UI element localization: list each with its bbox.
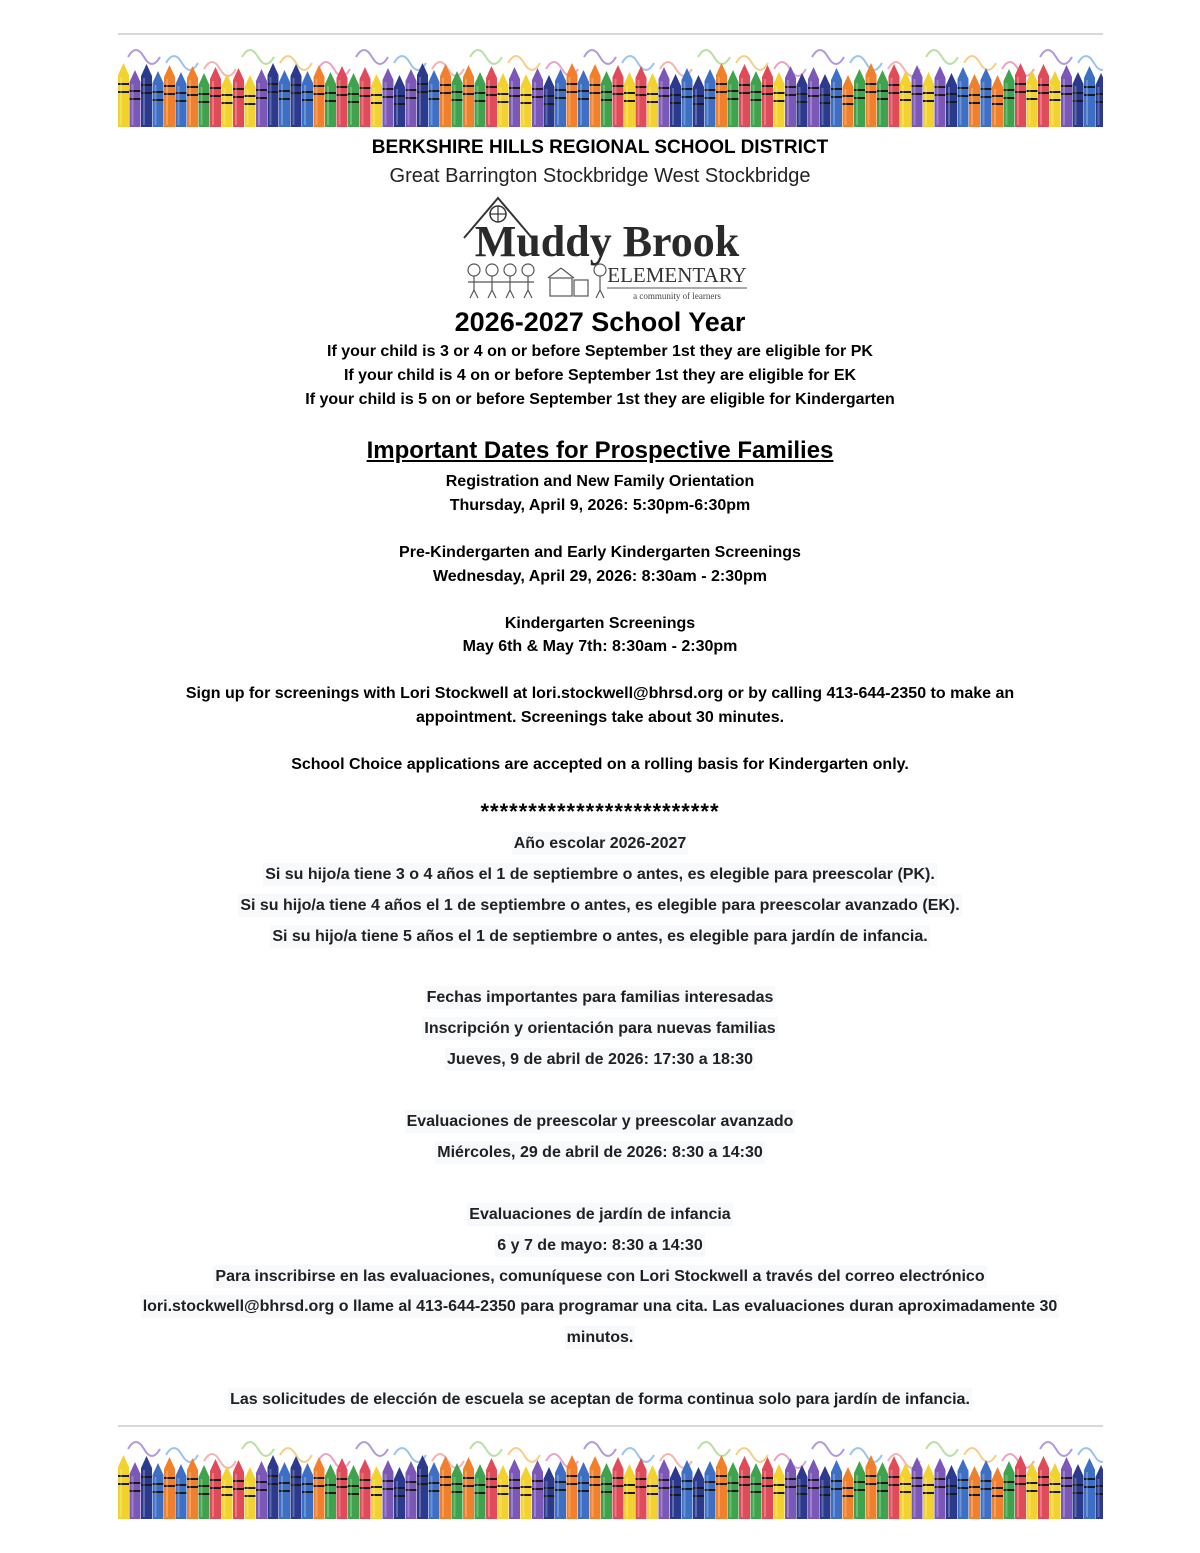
crayon-icon [394,75,405,127]
crayon-icon [337,66,348,127]
crayon-icon [555,69,566,127]
doodle-icon [1078,1448,1103,1462]
crayon-icon [1061,65,1072,127]
crayon-icon [912,65,923,127]
event-title-pk-ek-screenings: Pre-Kindergarten and Early Kindergarten Screenings [399,544,801,561]
crayon-icon [693,1467,704,1519]
crayon-icon [176,72,187,127]
crayon-icon [141,64,152,127]
crayon-icon [1050,71,1061,127]
crayon-icon [820,1466,831,1519]
eligibility-pk: If your child is 3 or 4 on or before September 1st they are eligible for PK [327,343,873,360]
crayon-icon [1004,1461,1015,1519]
crayon-icon [314,1457,325,1519]
crayon-icon [268,63,279,127]
spanish-event-date-pk-ek-text: Miércoles, 29 de abril de 2026: 8:30 a 14:30 [435,1141,765,1164]
crayon-icon [659,67,670,127]
crayon-icon [1015,63,1026,127]
crayon-icon [739,64,750,127]
crayon-icon [279,70,290,127]
doodle-icon [356,1442,388,1456]
school-logo [462,194,752,304]
crayon-icon [682,1460,693,1519]
school-choice-note: School Choice applications are accepted on a rolling basis for Kindergarten only. [291,756,909,773]
crayon-icon [245,1467,256,1519]
crayon-icon [831,68,842,127]
crayon-icon [429,70,440,127]
crayon-icon [153,71,164,127]
crayon-icon [739,1456,750,1519]
crayon-icon [613,65,624,127]
crayon-icon [337,1458,348,1519]
crayon-icon [475,72,486,127]
doodle-icon [622,56,654,70]
crayon-icon [463,1457,474,1519]
crayon-icon [854,1461,865,1519]
crayon-icon [647,1465,658,1519]
doodle-icon [1040,1442,1072,1456]
spanish-signup-line1 [0,1268,1200,1286]
spanish-school-year-text: Año escolar 2026-2027 [512,832,689,855]
children-drawing-icon [468,264,606,298]
crayon-icon [360,1459,371,1519]
crayon-icon [383,68,394,127]
important-dates-heading: Important Dates for Prospective Families [366,437,834,464]
spanish-eligibility-kindergarten [0,928,1200,946]
crayon-icon [417,1455,428,1519]
crayon-icon [1096,1465,1104,1519]
eligibility-ek: If your child is 4 on or before September 1st they are eligible for EK [343,367,857,384]
crayon-icon [555,1461,566,1519]
crayon-icon [452,1463,463,1519]
logo-tagline: a community of learners [633,291,721,301]
spanish-event-date-k [0,1237,1200,1255]
crayon-icon [164,65,175,127]
crayon-icon [762,1457,773,1519]
doodle-icon [128,50,160,64]
crayon-icon [325,72,336,127]
spanish-dates-heading-text: Fechas importantes para familias interesadas [425,986,776,1009]
crayon-icon [866,63,877,127]
spanish-event-date-registration-text: Jueves, 9 de abril de 2026: 17:30 a 18:30 [445,1048,755,1071]
spanish-eligibility-ek [0,897,1200,915]
crayon-icon [705,1461,716,1519]
spanish-eligibility-kindergarten-text: Si su hijo/a tiene 5 años el 1 de septiembre o antes, es elegible para jardín de infancia. [270,925,929,948]
crayon-icon [348,1465,359,1519]
crayon-icon [1038,64,1049,127]
crayon-icon [1084,66,1095,127]
crayon-icon [636,1458,647,1519]
event-date-registration: Thursday, April 9, 2026: 5:30pm-6:30pm [449,497,751,514]
crayon-icon [176,1464,187,1519]
doodle-icon [356,50,388,64]
logo-school-name: Muddy Brook [474,217,740,266]
doodle-icon [242,50,274,64]
crayon-icon [958,1459,969,1519]
crayon-icon [498,1465,509,1519]
spanish-event-title-pk-ek [0,1113,1200,1131]
crayon-icon [647,73,658,127]
crayon-icon [889,1456,900,1519]
spanish-event-title-k [0,1206,1200,1224]
district-name: BERKSHIRE HILLS REGIONAL SCHOOL DISTRICT [371,137,829,158]
doodle-icon [698,50,730,64]
crayon-icon [141,1456,152,1519]
crayon-icon [222,74,233,127]
doodle-icon [736,56,768,70]
spanish-school-choice-note [0,1391,1200,1409]
crayon-icon [624,1464,635,1519]
crayon-icon [969,74,980,127]
crayon-icon [923,72,934,127]
crayon-icon [279,1462,290,1519]
crayon-icon [164,1457,175,1519]
crayon-icon [406,1461,417,1519]
crayon-icon [590,1456,601,1519]
crayon-icon [923,1464,934,1519]
spanish-eligibility-pk [0,866,1200,884]
crayon-icon [187,66,198,127]
crayon-icon [877,70,888,127]
doodle-icon [508,56,540,70]
crayon-icon [785,66,796,127]
crayon-icon [130,1462,141,1519]
crayon-icon [693,75,704,127]
crayon-icon [360,67,371,127]
crayon-icon [544,1467,555,1519]
crayon-icon [1084,1458,1095,1519]
logo-elementary: ELEMENTARY [607,263,747,287]
doodle-icon [242,1442,274,1456]
crayon-icon [291,64,302,127]
crayon-icon [785,1458,796,1519]
crayon-icon [532,68,543,127]
crayon-icon [233,68,244,127]
doodle-icon [926,1442,958,1456]
crayon-icon [774,72,785,127]
crayon-icon [774,1464,785,1519]
crayon-icon [130,70,141,127]
crayon-icon [394,1467,405,1519]
crayon-icon [509,67,520,127]
crayon-icon [889,64,900,127]
spanish-signup-line1-text: Para inscribirse en las evaluaciones, comuníquese con Lori Stockwell a través del correo electrónico [213,1265,986,1288]
crayon-icon [981,1460,992,1519]
crayon-icon [475,1464,486,1519]
crayon-icon [1004,69,1015,127]
crayon-icon [383,1460,394,1519]
doodle-icon [470,50,502,64]
crayon-icon [509,1459,520,1519]
doodle-icon [1040,50,1072,64]
crayon-icon [210,1459,221,1519]
signup-info-line1: Sign up for screenings with Lori Stockwell at lori.stockwell@bhrsd.org or by calling 413-644-2350 to make an [185,685,1015,702]
doodle-icon [622,1448,654,1462]
crayon-icon [751,71,762,127]
crayon-icon [935,1458,946,1519]
crayon-icon [958,67,969,127]
crayon-icon [325,1464,336,1519]
crayon-icon [118,1455,129,1519]
crayon-icon [199,1465,210,1519]
crayon-icon [486,66,497,127]
crayon-icon [1038,1456,1049,1519]
crayon-icon [1027,70,1038,127]
crayon-icon [578,70,589,127]
crayon-icon [245,75,256,127]
crayon-icon [578,1462,589,1519]
doodle-icon [508,1448,540,1462]
signup-info-line2: appointment. Screenings take about 30 minutes. [415,709,785,726]
crayon-icon [314,65,325,127]
doodle-icon [964,1448,996,1462]
doodle-icon [584,50,616,64]
crayon-icon [946,1465,957,1519]
crayon-icon [348,73,359,127]
crayon-icon [187,1458,198,1519]
crayon-icon [233,1460,244,1519]
crayon-icon [992,75,1003,127]
crayon-icon [406,69,417,127]
spanish-school-year [0,835,1200,853]
crayon-icon [199,73,210,127]
crayon-icon [762,65,773,127]
crayon-icon [590,64,601,127]
crayon-icon [670,1466,681,1519]
crayon-icon [670,74,681,127]
crayon-icon [153,1463,164,1519]
crayon-icon [808,1459,819,1519]
crayon-icon [417,63,428,127]
crayon-icon [222,1466,233,1519]
crayon-icon [613,1457,624,1519]
spanish-event-title-k-text: Evaluaciones de jardín de infancia [467,1203,732,1226]
event-title-registration: Registration and New Family Orientation [445,473,755,490]
crayon-icon [854,69,865,127]
spanish-signup-line2-text: lori.stockwell@bhrsd.org o llame al 413-644-2350 para programar una cita. Las evaluaciones duran aproximadamente 30 [141,1295,1060,1318]
doodle-icon [698,1442,730,1456]
district-towns: Great Barrington Stockbridge West Stockbridge [389,165,811,187]
crayon-icon [808,67,819,127]
spanish-event-title-registration-text: Inscripción y orientación para nuevas familias [422,1017,777,1040]
crayon-icon [532,1460,543,1519]
crayon-icon [463,65,474,127]
crayon-border-image [118,1427,1103,1519]
section-separator: ************************* [480,799,720,824]
crayon-icon [831,1460,842,1519]
event-title-k-screenings: Kindergarten Screenings [504,615,696,632]
crayon-icon [268,1455,279,1519]
crayon-icon [716,63,727,127]
crayon-icon [256,69,267,127]
doodle-icon [204,1454,236,1468]
spanish-event-title-pk-ek-text: Evaluaciones de preescolar y preescolar avanzado [405,1110,796,1133]
crayon-icon [751,1463,762,1519]
spanish-event-date-registration [0,1051,1200,1069]
crayon-banner-bottom [118,1425,1103,1519]
crayon-icon [1073,72,1084,127]
crayon-icon [843,1467,854,1519]
crayon-icon [302,1463,313,1519]
eligibility-kindergarten: If your child is 5 on or before September 1st they are eligible for Kindergarten [305,391,895,408]
crayon-icon [544,75,555,127]
doodle-icon [128,1442,160,1456]
crayon-icon [682,68,693,127]
crayon-icon [521,74,532,127]
crayon-icon [981,68,992,127]
crayon-icon [946,73,957,127]
school-year-heading: 2026-2027 School Year [454,307,746,337]
crayon-icon [302,71,313,127]
spanish-event-date-k-text: 6 y 7 de mayo: 8:30 a 14:30 [495,1234,704,1257]
spanish-signup-line3-text: minutos. [565,1326,636,1349]
doodle-icon [926,50,958,64]
crayon-icon [371,74,382,127]
doodle-icon [736,1448,768,1462]
crayon-icon [992,1467,1003,1519]
crayon-icon [866,1455,877,1519]
crayon-icon [291,1456,302,1519]
crayon-icon [636,66,647,127]
spanish-school-choice-note-text: Las solicitudes de elección de escuela se aceptan de forma continua solo para jardín de infancia. [228,1388,972,1411]
crayon-icon [797,73,808,127]
crayon-border-image [118,35,1103,127]
crayon-banner-top [118,33,1103,127]
crayon-icon [716,1455,727,1519]
crayon-icon [210,67,221,127]
doodle-icon [812,1442,844,1456]
crayon-icon [521,1466,532,1519]
crayon-icon [935,66,946,127]
crayon-icon [601,1463,612,1519]
event-date-pk-ek-screenings: Wednesday, April 29, 2026: 8:30am - 2:30pm [432,568,768,585]
crayon-icon [440,64,451,127]
crayon-icon [1015,1455,1026,1519]
event-date-k-screenings: May 6th & May 7th: 8:30am - 2:30pm [462,638,738,655]
crayon-icon [452,71,463,127]
spanish-event-title-registration [0,1020,1200,1038]
crayon-icon [624,72,635,127]
crayon-icon [498,73,509,127]
doodle-icon [850,56,882,70]
crayon-icon [429,1462,440,1519]
crayon-icon [371,1466,382,1519]
crayon-icon [567,1455,578,1519]
crayon-icon [1061,1457,1072,1519]
crayon-icon [486,1458,497,1519]
crayon-icon [1096,73,1104,127]
crayon-icon [118,63,129,127]
doodle-icon [584,1442,616,1456]
doodle-icon [812,50,844,64]
crayon-icon [843,75,854,127]
crayon-icon [797,1465,808,1519]
crayon-icon [256,1461,267,1519]
crayon-icon [659,1459,670,1519]
doodle-icon [470,1442,502,1456]
crayon-icon [969,1466,980,1519]
crayon-icon [601,71,612,127]
crayon-icon [705,69,716,127]
doodle-icon [964,56,996,70]
crayon-icon [1050,1463,1061,1519]
crayon-icon [440,1456,451,1519]
doodle-icon [850,1448,882,1462]
crayon-icon [1073,1464,1084,1519]
crayon-icon [900,1463,911,1519]
crayon-icon [728,1462,739,1519]
crayon-icon [912,1457,923,1519]
spanish-dates-heading [0,989,1200,1007]
crayon-icon [728,70,739,127]
spanish-signup-line3 [0,1329,1200,1347]
spanish-eligibility-ek-text: Si su hijo/a tiene 4 años el 1 de septiembre o antes, es elegible para preescolar avanzado (EK). [238,894,961,917]
crayon-icon [820,74,831,127]
crayon-icon [877,1462,888,1519]
spanish-event-date-pk-ek [0,1144,1200,1162]
crayon-icon [1027,1462,1038,1519]
crayon-icon [567,63,578,127]
doodle-icon [1078,56,1103,70]
spanish-eligibility-pk-text: Si su hijo/a tiene 3 o 4 años el 1 de septiembre o antes, es elegible para preescolar (PK). [263,863,937,886]
crayon-icon [900,71,911,127]
doodle-icon [204,62,236,76]
spanish-signup-line2 [0,1298,1200,1316]
